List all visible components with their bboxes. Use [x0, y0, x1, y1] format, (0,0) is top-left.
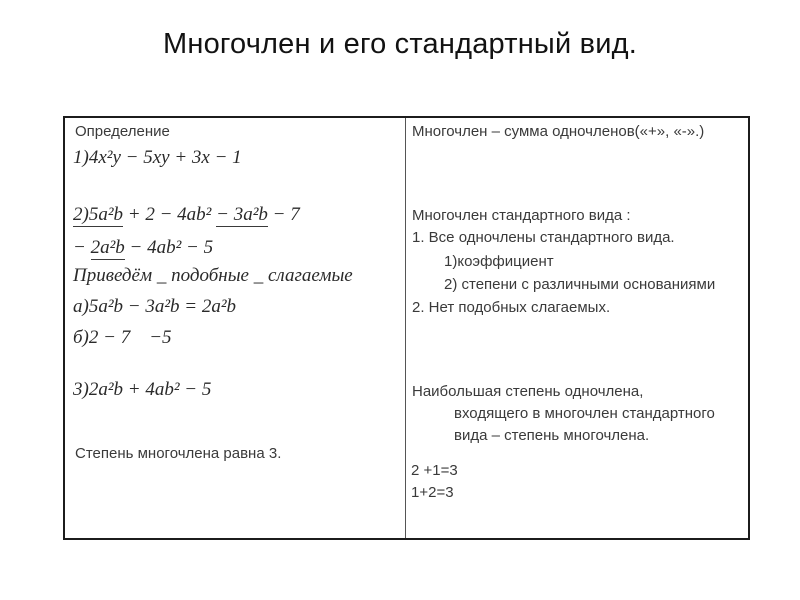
case-b-formula: б)2 − 7 −5 [73, 327, 172, 348]
standard-form-heading: Многочлен стандартного вида : [412, 207, 631, 224]
underlined-term: − 3a²b [216, 204, 268, 225]
degree-definition-line-1: Наибольшая степень одночлена, [412, 383, 644, 400]
example-1-formula: 1)4x²y − 5xy + 3x − 1 [73, 147, 242, 168]
table-cell-definition [65, 118, 406, 538]
formula-text: − [73, 237, 91, 258]
slide-title: Многочлен и его стандартный вид. [163, 28, 637, 60]
combine-like-terms-note: Приведём _ подобные _ слагаемые [73, 265, 353, 286]
example-3-formula: 3)2a²b + 4ab² − 5 [73, 379, 212, 400]
rule-item-2: 2. Нет подобных слагаемых. [412, 299, 611, 316]
definition-header: Определение [75, 123, 170, 140]
degree-definition-line-3: вида – степень многочлена. [454, 427, 650, 444]
degree-example-1: 2 +1=3 [411, 462, 458, 479]
degree-definition-line-2: входящего в многочлен стандартного [454, 405, 715, 422]
underlined-term: 2)5a²b [73, 204, 124, 225]
definition-table [63, 116, 750, 540]
polynomial-definition: Многочлен – сумма одночленов(«+», «-».) [412, 123, 705, 140]
formula-text: − 7 [267, 204, 300, 225]
formula-text: − 4ab² − 5 [124, 237, 214, 258]
case-a-formula: а)5a²b − 3a²b = 2a²b [73, 296, 237, 317]
rule-item-1: 1. Все одночлены стандартного вида. [412, 229, 675, 246]
degree-conclusion: Степень многочлена равна 3. [75, 445, 282, 462]
rule-subitem-2: 2) степени с различными основаниями [444, 276, 716, 293]
degree-example-2: 1+2=3 [411, 484, 454, 501]
underlined-term: 2a²b [90, 237, 125, 258]
rule-subitem-1: 1)коэффициент [444, 253, 554, 270]
example-2-continuation [73, 236, 213, 260]
formula-text: + 2 − 4ab² [123, 204, 217, 225]
example-2-formula [73, 203, 300, 227]
table-cell-rules [406, 118, 748, 538]
